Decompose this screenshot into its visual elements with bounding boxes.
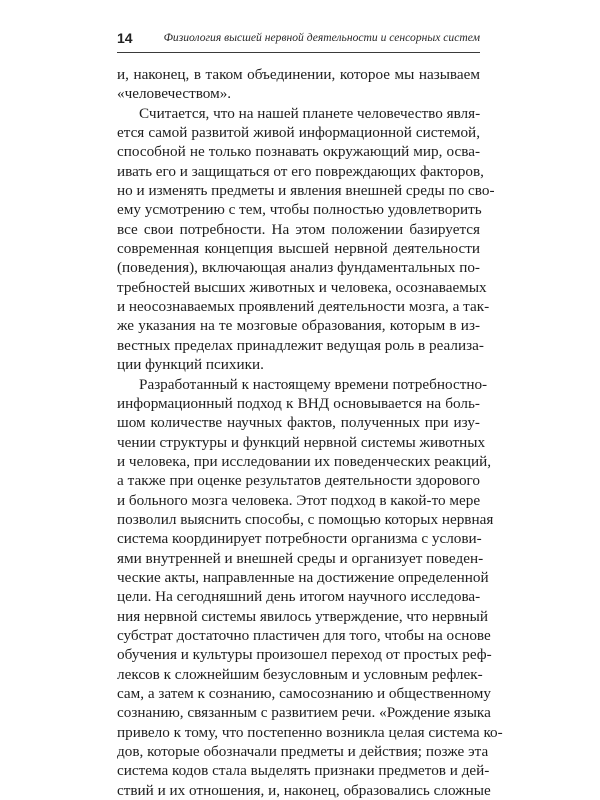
text-line: ческие акты, направленные на достижение определенной xyxy=(117,568,480,587)
running-title: Физиология высшей нервной деятельности и сенсорных систем xyxy=(164,31,480,44)
text-line: шом количестве научных фактов, полученных при изу- xyxy=(117,413,480,432)
text-line: чении структуры и функций нервной системы животных xyxy=(117,433,480,452)
text-line: требностей высших животных и человека, осознаваемых xyxy=(117,278,480,297)
text-line: лексов к сложнейшим безусловным и условным рефлек- xyxy=(117,665,480,684)
text-line: ями внутренней и внешней среды и организует поведен- xyxy=(117,549,480,568)
text-line: Разработанный к настоящему времени потребностно- xyxy=(117,375,480,394)
text-line: все свои потребности. На этом положении базируется xyxy=(117,220,480,239)
text-line: сам, а затем к сознанию, самосознанию и общественному xyxy=(117,684,480,703)
text-line: способной не только познавать окружающий мир, осва- xyxy=(117,142,480,161)
text-line: ции функций психики. xyxy=(117,355,480,374)
page-number: 14 xyxy=(117,30,133,46)
text-line: сознанию, связанным с развитием речи. «Рождение языка xyxy=(117,703,480,722)
paragraph-approach xyxy=(117,375,480,800)
text-line: цели. На сегодняшний день итогом научного исследова- xyxy=(117,587,480,606)
text-line: ния нервной системы явилось утверждение, что нервный xyxy=(117,607,480,626)
text-line: «человечеством». xyxy=(117,84,480,103)
paragraph-continuation xyxy=(117,65,480,104)
text-line: (поведения), включающая анализ фундаментальных по- xyxy=(117,258,480,277)
paragraph-civilization xyxy=(117,104,480,375)
text-line: система кодов стала выделять признаки предметов и дей- xyxy=(117,761,480,780)
text-line: и человека, при исследовании их поведенческих реакций, xyxy=(117,452,480,471)
text-line: современная концепция высшей нервной деятельности xyxy=(117,239,480,258)
text-line: система координирует потребности организма с услови- xyxy=(117,529,480,548)
text-line: а также при оценке результатов деятельности здорового xyxy=(117,471,480,490)
text-line: дов, которые обозначали предметы и действия; позже эта xyxy=(117,742,480,761)
text-line: информационный подход к ВНД основывается на боль- xyxy=(117,394,480,413)
text-line: же указания на те мозговые образования, которым в из- xyxy=(117,316,480,335)
text-line: ствий и их отношения, и, наконец, образовались сложные xyxy=(117,781,480,800)
text-line: ему усмотрению с тем, чтобы полностью удовлетворить xyxy=(117,200,480,219)
text-line: позволил выяснить способы, с помощью которых нервная xyxy=(117,510,480,529)
text-line: субстрат достаточно пластичен для того, чтобы на основе xyxy=(117,626,480,645)
running-header xyxy=(117,28,480,53)
text-line: но и изменять предметы и явления внешней среды по сво- xyxy=(117,181,480,200)
text-line: и неосознаваемых проявлений деятельности мозга, а так- xyxy=(117,297,480,316)
text-line: привело к тому, что постепенно возникла целая система ко- xyxy=(117,723,480,742)
text-line: обучения и культуры произошел переход от простых реф- xyxy=(117,645,480,664)
text-line: Считается, что на нашей планете человечество явля- xyxy=(117,104,480,123)
text-line: ется самой развитой живой информационной системой, xyxy=(117,123,480,142)
body-text xyxy=(117,65,480,800)
text-line: ивать его и защищаться от его повреждающих факторов, xyxy=(117,162,480,181)
text-line: и больного мозга человека. Этот подход в какой-то мере xyxy=(117,491,480,510)
text-line: вестных пределах принадлежит ведущая роль в реализа- xyxy=(117,336,480,355)
text-line: и, наконец, в таком объединении, которое мы называем xyxy=(117,65,480,84)
